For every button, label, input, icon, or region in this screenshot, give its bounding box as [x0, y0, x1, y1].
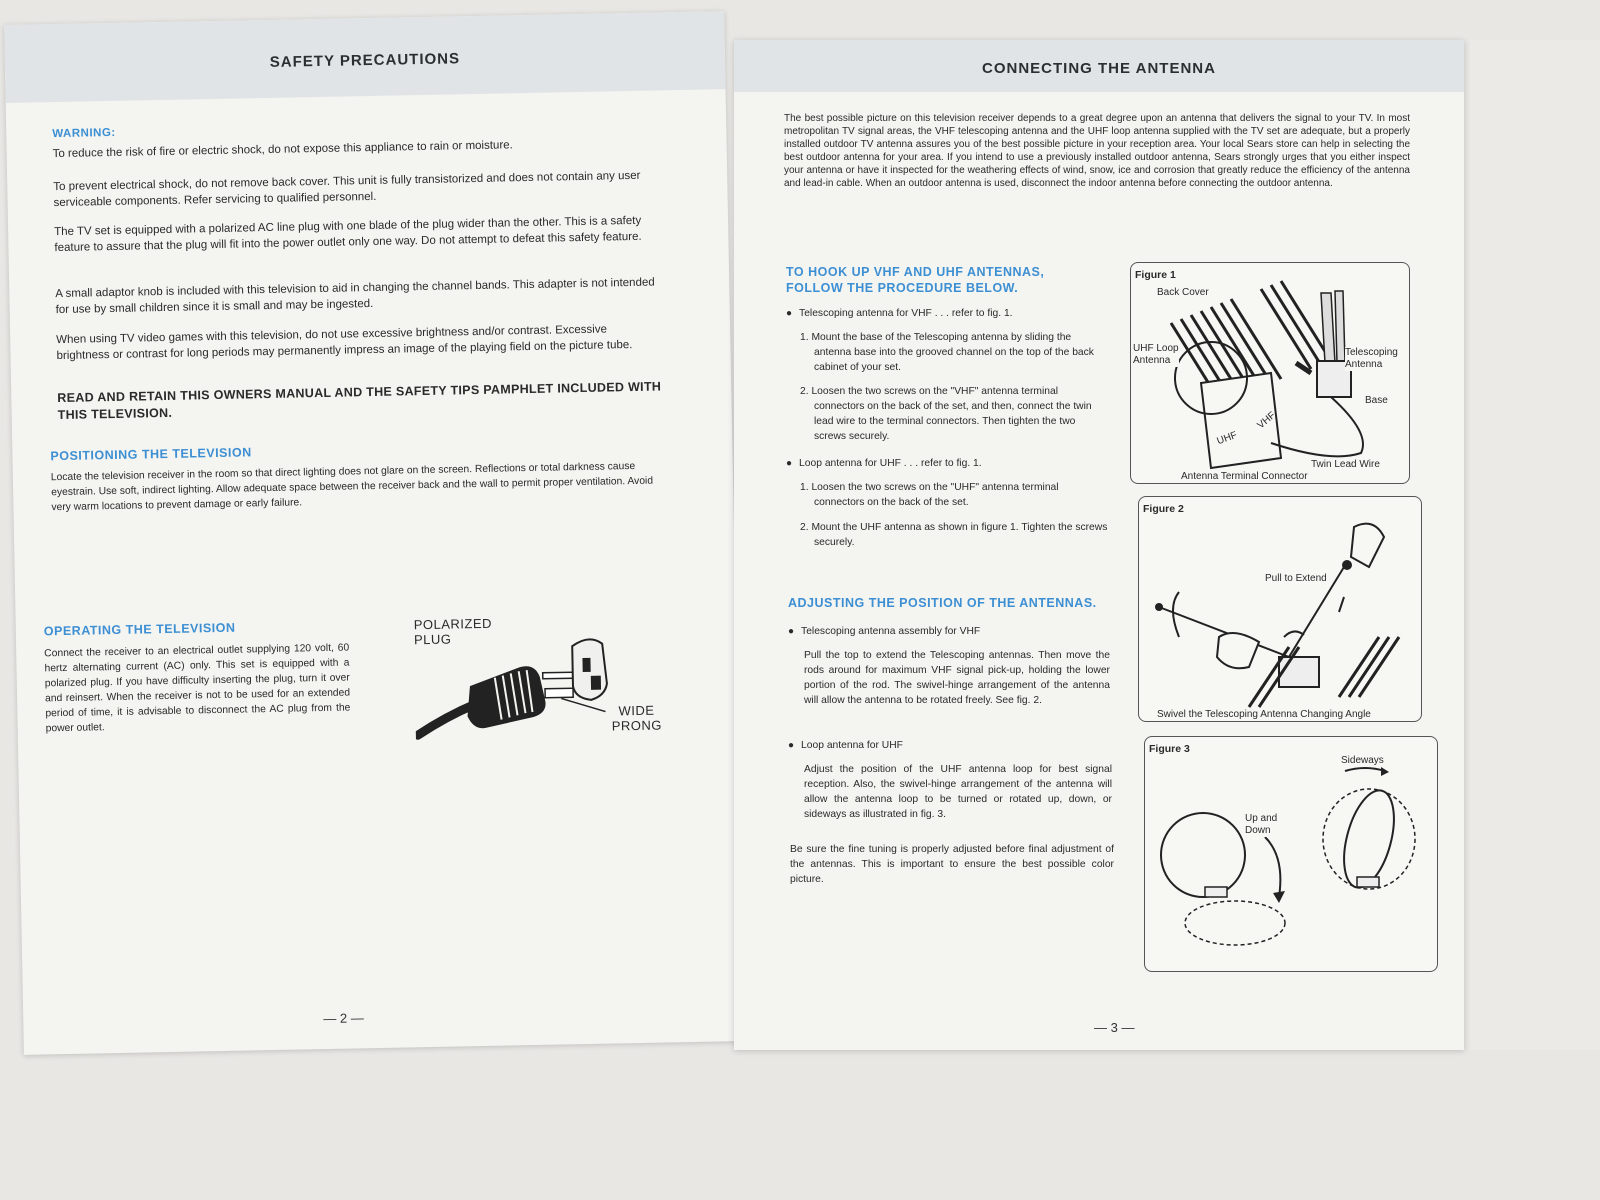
uhf-bullet: ● Loop antenna for UHF . . . refer to fig. 1. — [786, 456, 1106, 471]
twin-lead-label: Twin Lead Wire — [1311, 459, 1380, 470]
positioning-text: Locate the television receiver in the room so that direct lighting does not glare on the screen. Reflections or total darkness cause eyestrain. Use soft, indirect lighting. Allow adequate space between the receiver back and the wall to permit proper ventilation. Avoid very warm locations to prevent damage or early failure. — [50, 460, 654, 514]
base-label: Base — [1365, 395, 1388, 406]
prong-label — [611, 703, 662, 734]
left-page-number: — 2 — — [323, 1010, 364, 1027]
telescoping-label-line-1: Telescoping — [1345, 347, 1398, 358]
uhf-loop-label — [1133, 343, 1179, 367]
hookup-heading — [786, 264, 1044, 296]
final-note: Be sure the fine tuning is properly adjusted before final adjustment of the antennas. This is important to ensure the best possible color picture. — [790, 844, 1114, 885]
hookup-heading-line-1: TO HOOK UP VHF AND UHF ANTENNAS, — [786, 265, 1045, 279]
operating-heading: OPERATING THE TELEVISION — [43, 620, 236, 639]
telescoping-label — [1345, 347, 1398, 371]
prong-label-line-2: PRONG — [611, 717, 663, 734]
right-page-number: — 3 — — [1094, 1020, 1135, 1035]
background-edge — [1470, 40, 1600, 1050]
warning-para-4: A small adaptor knob is included with this television to aid in changing the channel bands. This adapter is not intended for use by small children since it is small and may be ingested. — [55, 276, 655, 317]
uhf-loop-label-line-2: Antenna — [1133, 355, 1171, 366]
figure-1 — [1130, 262, 1410, 484]
hookup-heading-line-2: FOLLOW THE PROCEDURE BELOW. — [786, 281, 1019, 295]
plug-label-line-2: PLUG — [413, 631, 452, 648]
adjust-uhf-bullet: ● Loop antenna for UHF — [788, 738, 1108, 753]
telescoping-label-line-2: Antenna — [1345, 359, 1383, 370]
warning-para-2: To prevent electrical shock, do not remove back cover. This unit is fully transistorized and does not contain any user serviceable components. Refer servicing to qualified personnel. — [53, 169, 641, 210]
figure-2-label: Figure 2 — [1143, 503, 1184, 515]
left-page-title: SAFETY PRECAUTIONS — [269, 50, 461, 71]
uhf-loop-label-line-1: UHF Loop — [1133, 343, 1179, 354]
plug-illustration — [414, 612, 676, 747]
antenna-intro: The best possible picture on this television receiver depends to a great degree upon an antenna that delivers the signal to your TV. In most metropolitan TV signal areas, the VHF telescoping antenna and the UHF loop antenna supplied with the TV set are adequate, but a properly installed outdoor TV antenna assures you of the best possible picture in your reception area. Your local Sears store can help in selecting the best outdoor antenna for your area. If you intend to use a previously installed outdoor antenna, Sears strongly urges that you either inspect your antenna or have it inspected for the weathering effects of wind, snow, ice and corrosion that greatly reduce the efficiency of the antenna and lead-in cable. When an outdoor antenna is used, disconnect the indoor antenna before connecting the outdoor antenna. — [784, 113, 1410, 189]
vhf-bullet: ● Telescoping antenna for VHF . . . refer to fig. 1. — [786, 306, 1106, 321]
vhf-step-1: 1. Mount the base of the Telescoping antenna by sliding the antenna base into the grooved channel on the top of the back cabinet of your set. — [800, 332, 1094, 373]
uhf-terminal-label: UHF — [1215, 429, 1239, 448]
right-page-title: CONNECTING THE ANTENNA — [982, 60, 1216, 77]
warning-para-5: When using TV video games with this television, do not use excessive brightness and/or contrast. Excessive brightness or contrast for long periods may permanently impress an image of the playing field on the picture tube. — [56, 323, 633, 363]
vhf-step-2: 2. Loosen the two screws on the "VHF" antenna terminal connectors on the back of the set, and then, connect the twin lead wire to the terminal connectors. Then tighten the two screws securely. — [800, 386, 1092, 442]
warning-para-3: The TV set is equipped with a polarized AC line plug with one blade of the plug wider than the other. This is a safety feature to assure that the plug will fit into the power outlet only one way. Do not attempt to defeat this safety feature. — [54, 214, 642, 255]
loop-antenna-diagram — [1145, 737, 1439, 973]
adjust-heading: ADJUSTING THE POSITION OF THE ANTENNAS. — [788, 596, 1097, 610]
figure-2-caption: Swivel the Telescoping Antenna Changing Angle — [1157, 709, 1371, 720]
right-page — [734, 40, 1464, 1050]
terminal-connector-label: Antenna Terminal Connector — [1181, 471, 1308, 482]
adjust-vhf-bullet: ● Telescoping antenna assembly for VHF — [788, 624, 1108, 639]
uhf-step-1: 1. Loosen the two screws on the "UHF" antenna terminal connectors on the back of the set. — [800, 482, 1059, 508]
warning-para-1: To reduce the risk of fire or electric shock, do not expose this appliance to rain or moisture. — [52, 139, 513, 161]
figure-3 — [1144, 736, 1438, 972]
up-down-label-line-1: Up and — [1245, 813, 1278, 824]
adjust-uhf-text: Adjust the position of the UHF antenna loop for best signal reception. Also, the swivel-hinge arrangement of the antenna will allow the antenna loop to be turned or rotated up, down, or sideways as illustrated in fig. 3. — [804, 764, 1112, 820]
figure-2 — [1138, 496, 1422, 722]
left-page — [4, 11, 744, 1055]
up-down-label — [1245, 813, 1277, 837]
warning-heading: WARNING: — [52, 126, 116, 141]
pull-to-extend-label: Pull to Extend — [1265, 573, 1327, 584]
telescoping-antenna-diagram — [1139, 497, 1423, 723]
sideways-label: Sideways — [1341, 755, 1384, 766]
figure-3-label: Figure 3 — [1149, 743, 1190, 755]
vhf-terminal-label: VHF — [1255, 409, 1278, 432]
figure-1-label: Figure 1 — [1135, 269, 1176, 281]
prong-label-line-1: WIDE — [618, 702, 655, 719]
positioning-heading: POSITIONING THE TELEVISION — [50, 445, 252, 464]
adjust-vhf-text: Pull the top to extend the Telescoping antennas. Then move the rods around for maximum VHF signal pick-up, holding the lower portion of the rod. The swivel-hinge arrangement of the antenna will allow the antenna to be rotated freely. See fig. 2. — [804, 650, 1110, 706]
retain-note: READ AND RETAIN THIS OWNERS MANUAL AND THE SAFETY TIPS PAMPHLET INCLUDED WITH THIS TELEVISION. — [57, 379, 662, 423]
back-cover-label: Back Cover — [1157, 287, 1209, 298]
plug-label-line-1: POLARIZED — [413, 615, 493, 633]
up-down-label-line-2: Down — [1245, 825, 1271, 836]
uhf-step-2: 2. Mount the UHF antenna as shown in figure 1. Tighten the screws securely. — [800, 522, 1108, 548]
operating-text: Connect the receiver to an electrical outlet supplying 120 volt, 60 hertz alternating current (AC) only. This set is equipped with a polarized plug. If you have difficulty inserting the plug, turn it over and reinsert. When the receiver is not to be used for an extended period of time, it is advisable to disconnect the AC plug from the power outlet. — [44, 642, 351, 735]
